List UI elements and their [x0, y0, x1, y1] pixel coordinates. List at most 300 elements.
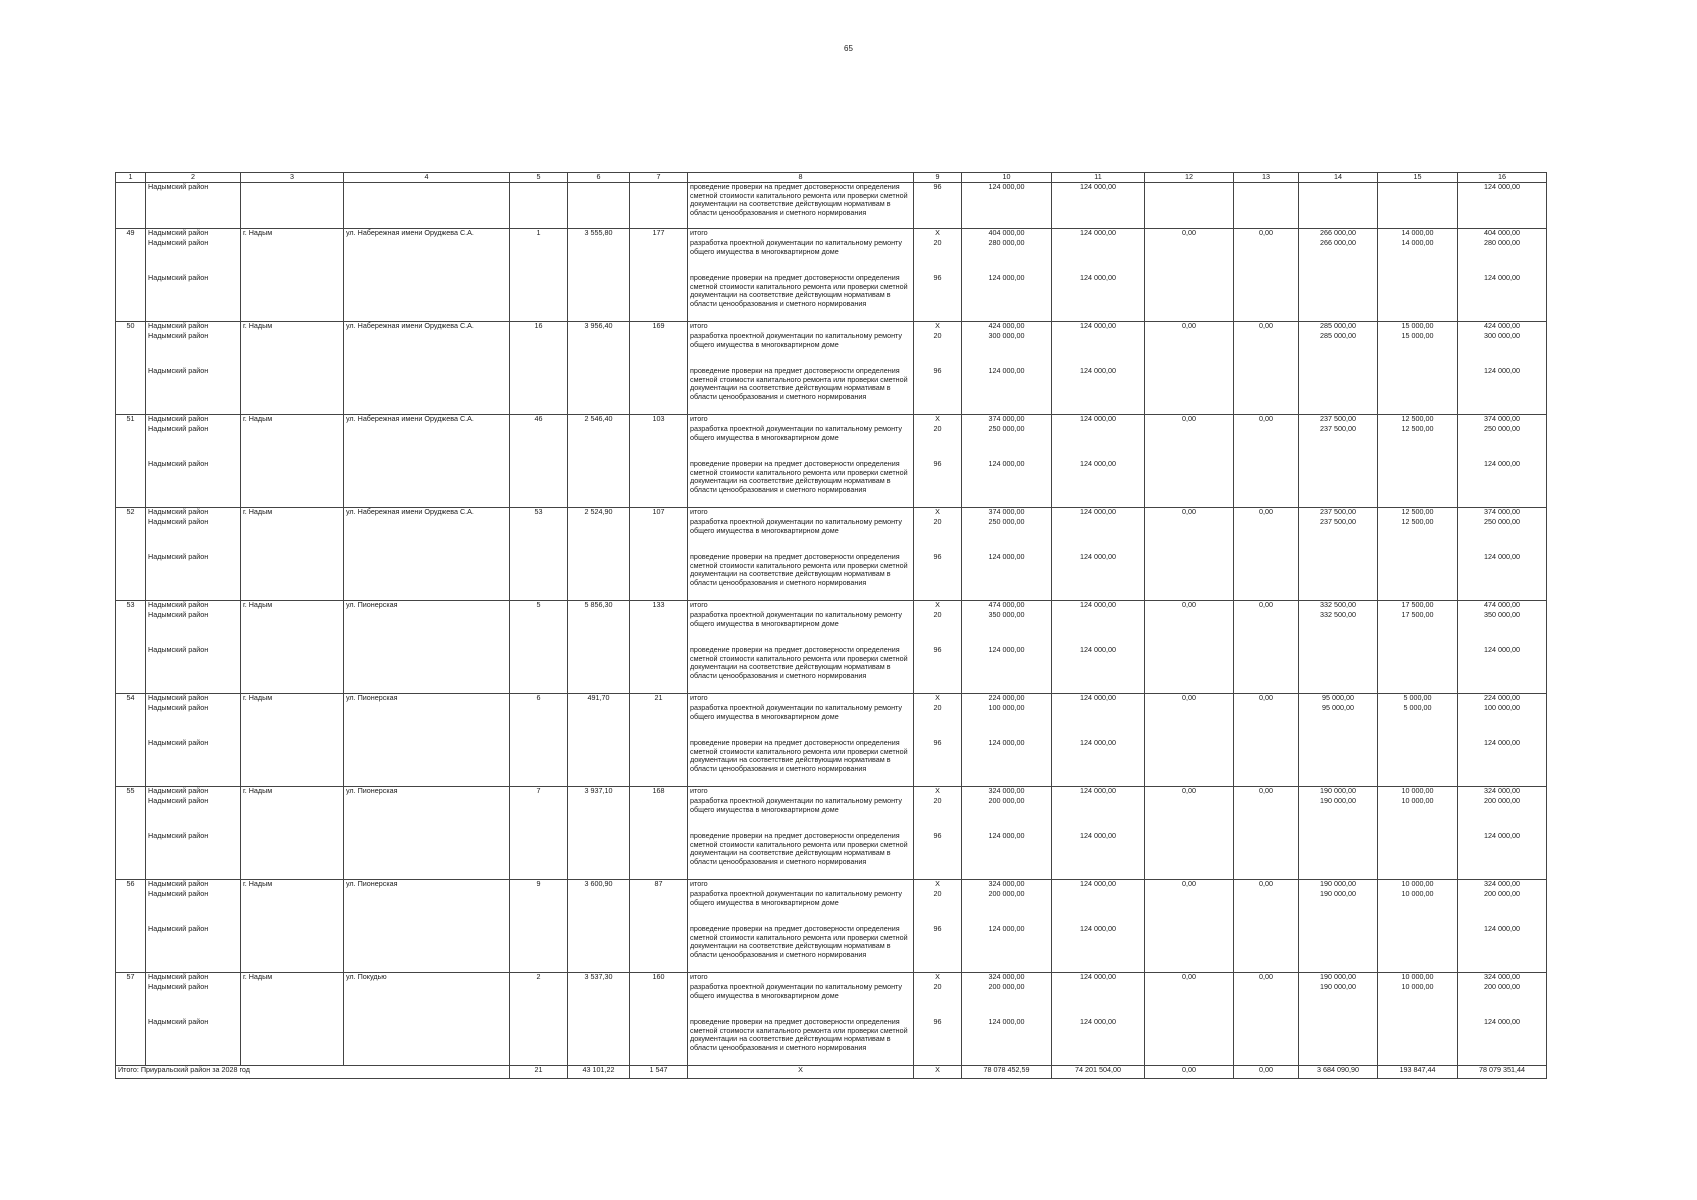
work-type-cell: проведение проверки на предмет достоверности определения сметной стоимости капитального ремонта или проверки сметной документации на соответствие действующим нормативам в области ценообразования и сметного нормирования [688, 553, 914, 601]
row-number-cell [116, 460, 146, 508]
cost-col-11-cell: 124 000,00 [1052, 553, 1145, 601]
cost-col-14-cell [1299, 925, 1378, 973]
area-cell [568, 797, 630, 832]
column-number-15: 15 [1378, 173, 1458, 183]
cost-col-15-cell [1378, 739, 1458, 787]
row-number-cell: 51 [116, 415, 146, 426]
cost-col-14-cell [1299, 367, 1378, 415]
house-number-cell: 5 [510, 601, 568, 612]
cost-col-11-cell [1052, 332, 1145, 367]
row-number-cell [116, 832, 146, 880]
cost-col-12-cell [1145, 739, 1234, 787]
cost-col-11-cell: 124 000,00 [1052, 973, 1145, 984]
house-number-cell [510, 425, 568, 460]
residents-cell [630, 367, 688, 415]
house-number-cell: 1 [510, 229, 568, 240]
cost-col-16-cell: 324 000,00 [1458, 973, 1547, 984]
table-row [116, 890, 1547, 925]
cost-col-16-cell: 350 000,00 [1458, 611, 1547, 646]
total-cost-col-16-cell: 78 079 351,44 [1458, 1066, 1547, 1079]
residents-cell [630, 425, 688, 460]
district-cell: Надымский район [146, 274, 241, 322]
cost-col-16-cell: 124 000,00 [1458, 739, 1547, 787]
house-number-cell [510, 274, 568, 322]
table-row [116, 229, 1547, 240]
house-number-cell: 46 [510, 415, 568, 426]
row-number-cell [116, 704, 146, 739]
cost-col-16-cell: 124 000,00 [1458, 646, 1547, 694]
row-number-cell [116, 332, 146, 367]
cost-col-11-cell: 124 000,00 [1052, 646, 1145, 694]
locality-cell [241, 460, 344, 508]
cost-col-12-cell [1145, 274, 1234, 322]
cost-col-11-cell [1052, 425, 1145, 460]
house-number-cell: 53 [510, 508, 568, 519]
total-cost-cell: 280 000,00 [962, 239, 1052, 274]
cost-col-12-cell [1145, 704, 1234, 739]
cost-col-16-cell: 324 000,00 [1458, 787, 1547, 798]
residents-cell: 107 [630, 508, 688, 519]
area-cell: 3 937,10 [568, 787, 630, 798]
row-number-cell: 49 [116, 229, 146, 240]
work-type-cell: проведение проверки на предмет достоверности определения сметной стоимости капитального ремонта или проверки сметной документации на соответствие действующим нормативам в области ценообразования и сметного нормирования [688, 739, 914, 787]
district-cell: Надымский район [146, 229, 241, 240]
cost-col-13-cell: 0,00 [1234, 229, 1299, 240]
locality-cell: г. Надым [241, 508, 344, 519]
total-cost-cell: 124 000,00 [962, 646, 1052, 694]
locality-cell [241, 611, 344, 646]
total-label: Итого: Приуральский район за 2028 год [116, 1066, 510, 1079]
house-number-cell: 16 [510, 322, 568, 333]
street-cell [344, 983, 510, 1018]
column-number-6: 6 [568, 173, 630, 183]
total-cost-col-14-cell: 3 684 090,90 [1299, 1066, 1378, 1079]
area-cell [568, 704, 630, 739]
total-cost-cell: 200 000,00 [962, 890, 1052, 925]
locality-cell [241, 797, 344, 832]
house-number-cell [510, 797, 568, 832]
cost-col-11-cell: 124 000,00 [1052, 183, 1145, 229]
cost-col-14-cell: 190 000,00 [1299, 797, 1378, 832]
street-cell [344, 518, 510, 553]
cost-col-16-cell: 124 000,00 [1458, 183, 1547, 229]
cost-col-15-cell: 5 000,00 [1378, 704, 1458, 739]
cost-col-14-cell: 95 000,00 [1299, 694, 1378, 705]
street-cell [344, 739, 510, 787]
house-number-cell: 6 [510, 694, 568, 705]
cost-col-13-cell [1234, 553, 1299, 601]
street-cell: ул. Покудью [344, 973, 510, 984]
house-number-cell [510, 925, 568, 973]
district-cell: Надымский район [146, 704, 241, 739]
table-row [116, 553, 1547, 601]
cost-col-12-cell [1145, 1018, 1234, 1066]
residents-cell [630, 460, 688, 508]
residents-cell [630, 797, 688, 832]
cost-col-12-cell [1145, 646, 1234, 694]
cost-col-14-cell [1299, 553, 1378, 601]
residents-cell: 169 [630, 322, 688, 333]
row-number-cell: 57 [116, 973, 146, 984]
cost-col-12-cell [1145, 983, 1234, 1018]
residents-cell [630, 1018, 688, 1066]
row-number-cell: 50 [116, 322, 146, 333]
locality-cell [241, 832, 344, 880]
table-row [116, 611, 1547, 646]
cost-col-11-cell [1052, 518, 1145, 553]
row-number-cell: 52 [116, 508, 146, 519]
cost-col-12-cell: 0,00 [1145, 229, 1234, 240]
row-number-cell [116, 890, 146, 925]
district-cell: Надымский район [146, 415, 241, 426]
locality-cell [241, 925, 344, 973]
cost-col-16-cell: 224 000,00 [1458, 694, 1547, 705]
work-code-cell: 96 [914, 925, 962, 973]
cost-col-11-cell: 124 000,00 [1052, 787, 1145, 798]
residents-cell [630, 983, 688, 1018]
district-cell: Надымский район [146, 322, 241, 333]
row-number-cell [116, 553, 146, 601]
area-cell [568, 518, 630, 553]
cost-col-11-cell: 124 000,00 [1052, 601, 1145, 612]
table-row [116, 704, 1547, 739]
cost-col-16-cell: 200 000,00 [1458, 797, 1547, 832]
cost-col-15-cell: 17 500,00 [1378, 611, 1458, 646]
cost-col-16-cell: 124 000,00 [1458, 1018, 1547, 1066]
cost-col-13-cell [1234, 704, 1299, 739]
cost-col-14-cell: 190 000,00 [1299, 880, 1378, 891]
area-cell [568, 646, 630, 694]
row-number-cell [116, 1018, 146, 1066]
table-row [116, 797, 1547, 832]
house-number-cell [510, 611, 568, 646]
row-number-cell [116, 518, 146, 553]
locality-cell [241, 183, 344, 229]
column-number-8: 8 [688, 173, 914, 183]
work-type-cell: проведение проверки на предмет достоверности определения сметной стоимости капитального ремонта или проверки сметной документации на соответствие действующим нормативам в области ценообразования и сметного нормирования [688, 183, 914, 229]
total-cost-cell: 250 000,00 [962, 425, 1052, 460]
area-cell [568, 925, 630, 973]
cost-col-15-cell: 15 000,00 [1378, 332, 1458, 367]
residents-cell: 160 [630, 973, 688, 984]
residents-cell [630, 890, 688, 925]
cost-col-15-cell: 12 500,00 [1378, 415, 1458, 426]
cost-col-13-cell: 0,00 [1234, 973, 1299, 984]
cost-col-15-cell: 12 500,00 [1378, 518, 1458, 553]
total-cost-cell: 224 000,00 [962, 694, 1052, 705]
cost-col-13-cell [1234, 274, 1299, 322]
work-code-cell: 96 [914, 832, 962, 880]
cost-col-11-cell: 124 000,00 [1052, 229, 1145, 240]
cost-col-14-cell: 95 000,00 [1299, 704, 1378, 739]
column-number-5: 5 [510, 173, 568, 183]
total-cost-cell: 200 000,00 [962, 797, 1052, 832]
table-row [116, 1018, 1547, 1066]
total-cost-cell: 124 000,00 [962, 274, 1052, 322]
locality-cell: г. Надым [241, 973, 344, 984]
table-row [116, 518, 1547, 553]
residents-cell [630, 704, 688, 739]
column-number-1: 1 [116, 173, 146, 183]
cost-col-15-cell: 10 000,00 [1378, 797, 1458, 832]
table-row [116, 460, 1547, 508]
street-cell [344, 239, 510, 274]
table-row [116, 739, 1547, 787]
cost-col-14-cell [1299, 460, 1378, 508]
area-cell: 3 600,90 [568, 880, 630, 891]
cost-col-13-cell [1234, 646, 1299, 694]
work-type-cell: итого [688, 508, 914, 519]
cost-col-16-cell: 374 000,00 [1458, 415, 1547, 426]
cost-col-11-cell: 124 000,00 [1052, 460, 1145, 508]
area-cell: 2 524,90 [568, 508, 630, 519]
total-cost-cell: 300 000,00 [962, 332, 1052, 367]
cost-col-16-cell: 200 000,00 [1458, 890, 1547, 925]
locality-cell: г. Надым [241, 415, 344, 426]
work-code-cell: 96 [914, 274, 962, 322]
table-row [116, 508, 1547, 519]
cost-col-13-cell: 0,00 [1234, 787, 1299, 798]
house-number-cell [510, 890, 568, 925]
cost-col-13-cell: 0,00 [1234, 508, 1299, 519]
cost-col-14-cell [1299, 832, 1378, 880]
table-row [116, 787, 1547, 798]
area-cell: 2 546,40 [568, 415, 630, 426]
area-cell [568, 183, 630, 229]
table-row [116, 367, 1547, 415]
cost-col-16-cell: 124 000,00 [1458, 460, 1547, 508]
cost-col-13-cell [1234, 460, 1299, 508]
header-row [116, 173, 1547, 183]
work-type-cell: итого [688, 880, 914, 891]
work-code-cell: 20 [914, 797, 962, 832]
cost-col-13-cell [1234, 239, 1299, 274]
work-type-cell: разработка проектной документации по капитальному ремонту общего имущества в многоквартирном доме [688, 890, 914, 925]
cost-col-12-cell [1145, 332, 1234, 367]
area-cell [568, 611, 630, 646]
work-type-cell: проведение проверки на предмет достоверности определения сметной стоимости капитального ремонта или проверки сметной документации на соответствие действующим нормативам в области ценообразования и сметного нормирования [688, 832, 914, 880]
district-cell: Надымский район [146, 183, 241, 229]
street-cell: ул. Набережная имени Оруджева С.А. [344, 508, 510, 519]
street-cell [344, 925, 510, 973]
cost-col-12-cell [1145, 611, 1234, 646]
cost-col-12-cell: 0,00 [1145, 787, 1234, 798]
cost-col-11-cell: 124 000,00 [1052, 739, 1145, 787]
cost-col-15-cell [1378, 274, 1458, 322]
work-code-cell: X [914, 322, 962, 333]
cost-col-14-cell: 332 500,00 [1299, 611, 1378, 646]
table-row [116, 925, 1547, 973]
locality-cell: г. Надым [241, 880, 344, 891]
cost-col-11-cell [1052, 239, 1145, 274]
cost-col-15-cell: 14 000,00 [1378, 239, 1458, 274]
cost-col-16-cell: 124 000,00 [1458, 274, 1547, 322]
total-cost-cell: 374 000,00 [962, 415, 1052, 426]
residents-cell [630, 239, 688, 274]
work-code-cell: X [914, 415, 962, 426]
cost-col-14-cell: 190 000,00 [1299, 890, 1378, 925]
cost-col-14-cell: 237 500,00 [1299, 508, 1378, 519]
cost-col-16-cell: 124 000,00 [1458, 367, 1547, 415]
cost-col-15-cell: 17 500,00 [1378, 601, 1458, 612]
row-number-cell [116, 739, 146, 787]
cost-col-13-cell [1234, 611, 1299, 646]
locality-cell [241, 518, 344, 553]
work-code-cell: 20 [914, 611, 962, 646]
cost-col-14-cell: 190 000,00 [1299, 973, 1378, 984]
house-number-cell [510, 367, 568, 415]
cost-col-13-cell [1234, 797, 1299, 832]
work-type-cell: проведение проверки на предмет достоверности определения сметной стоимости капитального ремонта или проверки сметной документации на соответствие действующим нормативам в области ценообразования и сметного нормирования [688, 367, 914, 415]
cost-col-14-cell [1299, 739, 1378, 787]
work-code-cell: 20 [914, 332, 962, 367]
cost-col-16-cell: 424 000,00 [1458, 322, 1547, 333]
street-cell [344, 1018, 510, 1066]
cost-col-11-cell: 124 000,00 [1052, 1018, 1145, 1066]
street-cell: ул. Набережная имени Оруджева С.А. [344, 322, 510, 333]
cost-col-15-cell: 10 000,00 [1378, 973, 1458, 984]
cost-col-13-cell [1234, 925, 1299, 973]
total-cost-cell: 404 000,00 [962, 229, 1052, 240]
residents-cell: 21 [630, 694, 688, 705]
cost-col-12-cell [1145, 460, 1234, 508]
cost-col-14-cell: 237 500,00 [1299, 518, 1378, 553]
work-type-cell: итого [688, 601, 914, 612]
district-cell: Надымский район [146, 460, 241, 508]
column-number-11: 11 [1052, 173, 1145, 183]
district-cell: Надымский район [146, 239, 241, 274]
district-cell: Надымский район [146, 508, 241, 519]
work-type-cell: разработка проектной документации по капитальному ремонту общего имущества в многоквартирном доме [688, 239, 914, 274]
work-code-cell: 96 [914, 739, 962, 787]
street-cell: ул. Пионерская [344, 601, 510, 612]
district-cell: Надымский район [146, 983, 241, 1018]
cost-col-11-cell: 124 000,00 [1052, 367, 1145, 415]
total-cost-cell: 124 000,00 [962, 1018, 1052, 1066]
house-number-cell [510, 460, 568, 508]
street-cell [344, 890, 510, 925]
total-cost-col-15-cell: 193 847,44 [1378, 1066, 1458, 1079]
cost-col-11-cell [1052, 611, 1145, 646]
house-number-cell [510, 1018, 568, 1066]
cost-col-13-cell [1234, 1018, 1299, 1066]
table-row [116, 425, 1547, 460]
area-cell: 491,70 [568, 694, 630, 705]
cost-col-16-cell: 300 000,00 [1458, 332, 1547, 367]
area-cell [568, 739, 630, 787]
cost-col-11-cell [1052, 704, 1145, 739]
work-code-cell: X [914, 601, 962, 612]
cost-col-12-cell [1145, 890, 1234, 925]
area-cell [568, 332, 630, 367]
cost-col-11-cell: 124 000,00 [1052, 832, 1145, 880]
work-code-cell: 96 [914, 367, 962, 415]
locality-cell [241, 704, 344, 739]
total-cost-cell: 124 000,00 [962, 460, 1052, 508]
cost-col-14-cell [1299, 183, 1378, 229]
cost-col-15-cell: 14 000,00 [1378, 229, 1458, 240]
cost-col-14-cell: 237 500,00 [1299, 415, 1378, 426]
column-number-10: 10 [962, 173, 1052, 183]
work-code-cell: 96 [914, 1018, 962, 1066]
district-cell: Надымский район [146, 518, 241, 553]
street-cell: ул. Пионерская [344, 880, 510, 891]
total-cost-cell: 350 000,00 [962, 611, 1052, 646]
cost-col-11-cell: 124 000,00 [1052, 274, 1145, 322]
cost-col-15-cell: 15 000,00 [1378, 322, 1458, 333]
street-cell [344, 611, 510, 646]
house-number-cell [510, 646, 568, 694]
table-row [116, 183, 1547, 229]
cost-col-16-cell: 124 000,00 [1458, 925, 1547, 973]
total-cost-cell: 374 000,00 [962, 508, 1052, 519]
column-number-3: 3 [241, 173, 344, 183]
area-cell [568, 832, 630, 880]
cost-col-16-cell: 124 000,00 [1458, 553, 1547, 601]
residents-cell: 168 [630, 787, 688, 798]
area-cell [568, 367, 630, 415]
house-number-cell [510, 239, 568, 274]
district-cell: Надымский район [146, 611, 241, 646]
district-cell: Надымский район [146, 832, 241, 880]
table-row [116, 601, 1547, 612]
cost-col-15-cell: 12 500,00 [1378, 508, 1458, 519]
row-number-cell: 54 [116, 694, 146, 705]
street-cell: ул. Пионерская [344, 694, 510, 705]
cost-col-13-cell [1234, 890, 1299, 925]
work-code-cell: 20 [914, 239, 962, 274]
residents-cell [630, 739, 688, 787]
cost-col-11-cell: 124 000,00 [1052, 415, 1145, 426]
total-cost-cell: 124 000,00 [962, 739, 1052, 787]
row-number-cell [116, 983, 146, 1018]
table-row [116, 880, 1547, 891]
cost-col-11-cell [1052, 797, 1145, 832]
cost-col-13-cell: 0,00 [1234, 415, 1299, 426]
cost-col-15-cell: 5 000,00 [1378, 694, 1458, 705]
residents-cell: 133 [630, 601, 688, 612]
residents-cell: 103 [630, 415, 688, 426]
column-number-header [116, 173, 1547, 183]
cost-col-14-cell: 285 000,00 [1299, 322, 1378, 333]
cost-col-11-cell: 124 000,00 [1052, 694, 1145, 705]
row-number-cell [116, 274, 146, 322]
work-type-cell: разработка проектной документации по капитальному ремонту общего имущества в многоквартирном доме [688, 611, 914, 646]
row-number-cell [116, 925, 146, 973]
district-cell: Надымский район [146, 553, 241, 601]
locality-cell [241, 425, 344, 460]
residents-cell [630, 832, 688, 880]
street-cell [344, 332, 510, 367]
street-cell [344, 183, 510, 229]
cost-col-16-cell: 100 000,00 [1458, 704, 1547, 739]
table-row [116, 973, 1547, 984]
cost-col-12-cell [1145, 425, 1234, 460]
cost-col-12-cell: 0,00 [1145, 601, 1234, 612]
total-cost-cell: 474 000,00 [962, 601, 1052, 612]
cost-col-15-cell: 10 000,00 [1378, 890, 1458, 925]
district-cell: Надымский район [146, 646, 241, 694]
cost-col-14-cell: 285 000,00 [1299, 332, 1378, 367]
cost-col-14-cell: 190 000,00 [1299, 787, 1378, 798]
work-code-cell: 20 [914, 983, 962, 1018]
work-code-cell: 20 [914, 518, 962, 553]
work-code-cell: 20 [914, 890, 962, 925]
work-type-cell: проведение проверки на предмет достоверности определения сметной стоимости капитального ремонта или проверки сметной документации на соответствие действующим нормативам в области ценообразования и сметного нормирования [688, 646, 914, 694]
column-number-2: 2 [146, 173, 241, 183]
cost-col-15-cell: 10 000,00 [1378, 787, 1458, 798]
cost-col-13-cell [1234, 367, 1299, 415]
